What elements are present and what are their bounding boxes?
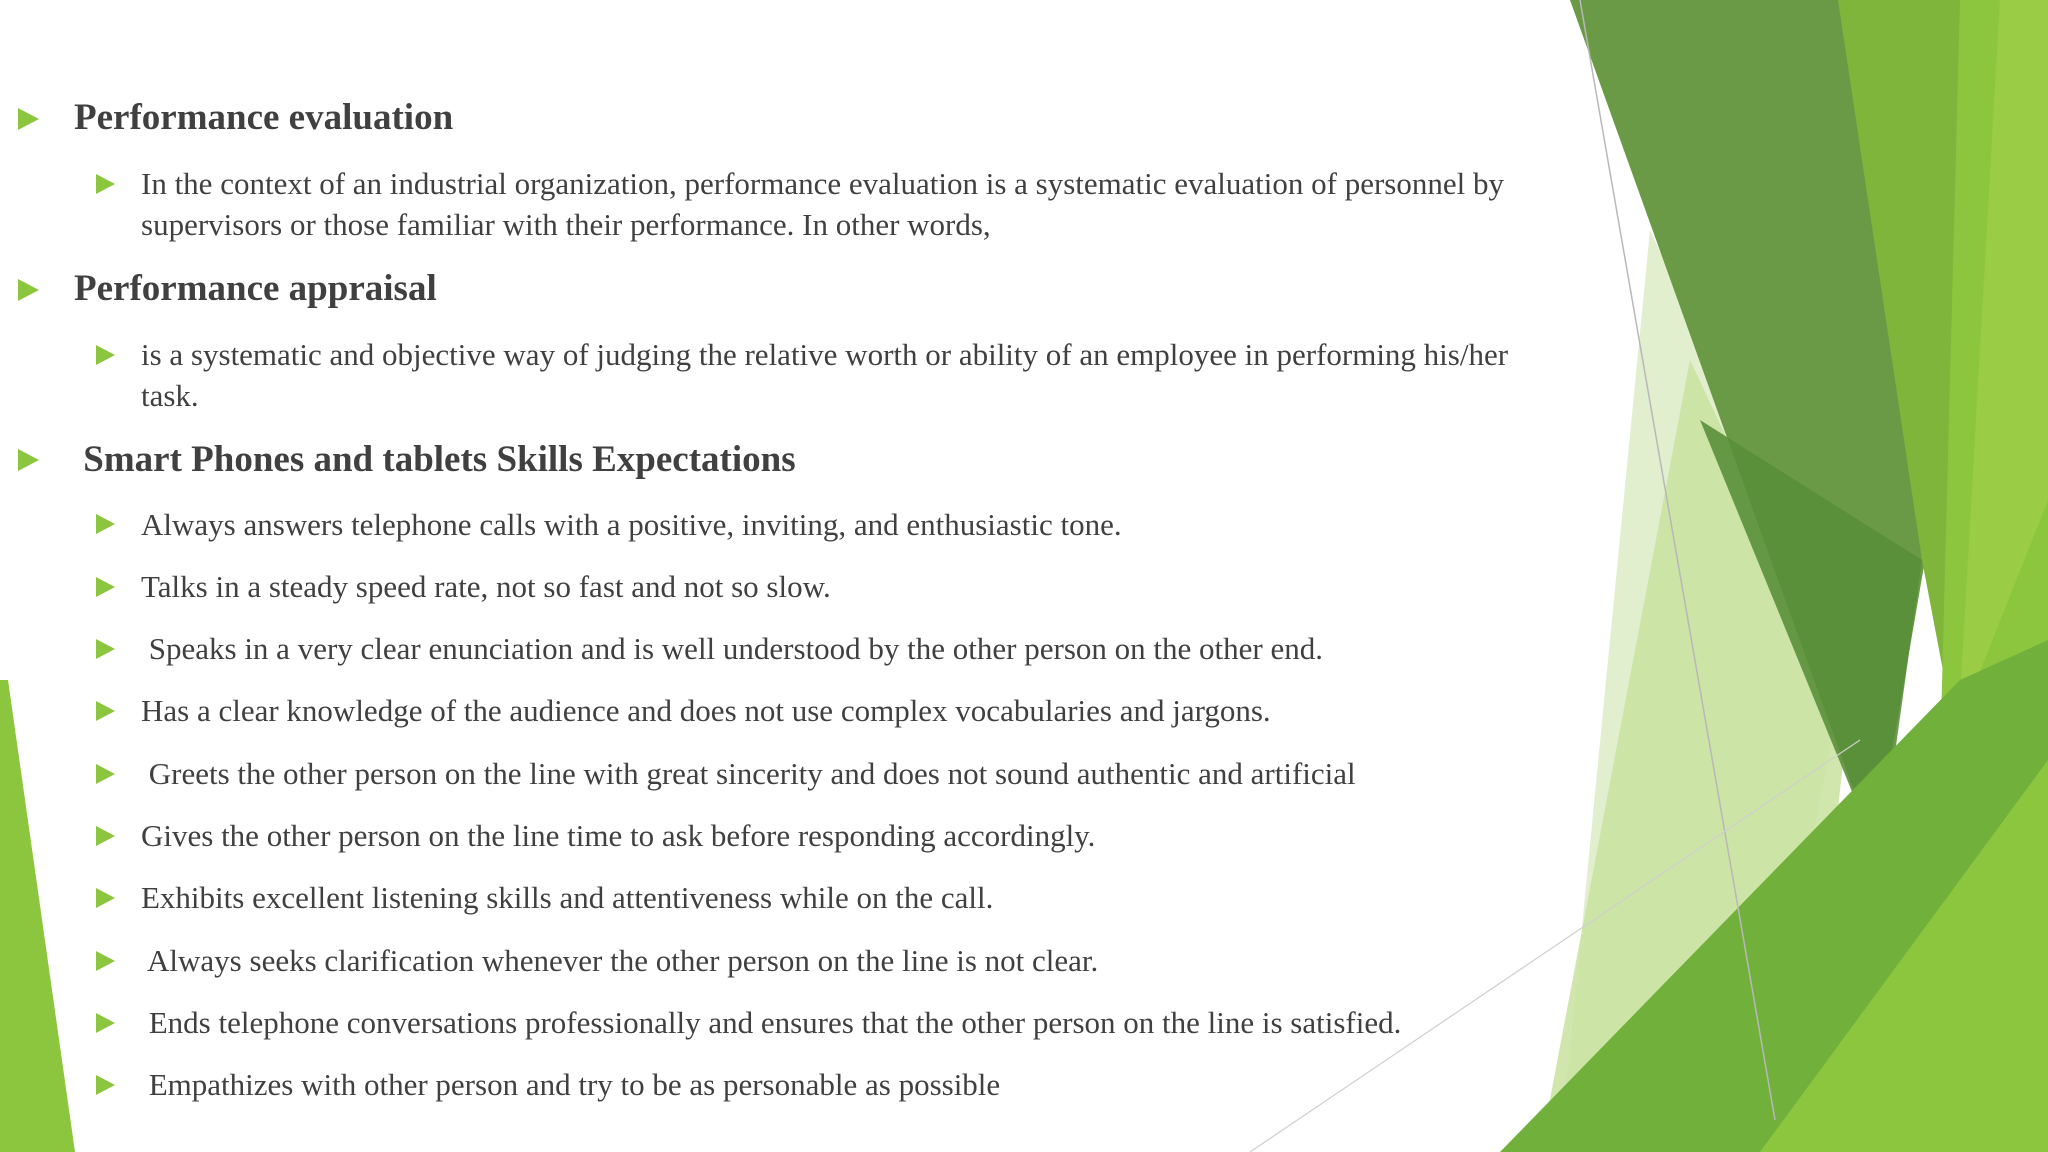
sub-bullet-icon — [96, 888, 115, 908]
appraisal-definition-line-2: task. — [141, 378, 199, 413]
sub-bullet-icon — [96, 174, 115, 194]
sub-bullet-icon — [96, 345, 115, 365]
skill-item: Ends telephone conversations professionally and ensures that the other person on the line is satisfied. — [141, 1005, 1402, 1040]
sub-bullet-icon — [96, 577, 115, 597]
evaluation-definition-line-1: In the context of an industrial organization, performance evaluation is a systematic evaluation of personnel by — [141, 166, 1504, 201]
skill-item: Empathizes with other person and try to be as personable as possible — [141, 1067, 1001, 1102]
bullet-icon — [18, 449, 39, 471]
bullet-icon — [18, 279, 39, 301]
skill-item: Always answers telephone calls with a positive, inviting, and enthusiastic tone. — [141, 507, 1122, 542]
skill-item: Gives the other person on the line time to ask before responding accordingly. — [141, 818, 1096, 853]
appraisal-definition-line-1: is a systematic and objective way of judging the relative worth or ability of an employee in performing his/her — [141, 337, 1509, 372]
sub-bullet-icon — [96, 1013, 115, 1033]
evaluation-definition-line-2: supervisors or those familiar with their performance. In other words, — [141, 207, 991, 242]
sub-bullet-icon — [96, 826, 115, 846]
skill-item: Has a clear knowledge of the audience and does not use complex vocabularies and jargons. — [141, 693, 1271, 728]
skill-item: Always seeks clarification whenever the other person on the line is not clear. — [141, 943, 1099, 978]
skill-item: Exhibits excellent listening skills and attentiveness while on the call. — [141, 880, 994, 915]
sub-bullet-icon — [96, 1075, 115, 1095]
sub-bullet-icon — [96, 701, 115, 721]
heading-performance-appraisal: Performance appraisal — [74, 268, 437, 309]
heading-performance-evaluation: Performance evaluation — [74, 97, 454, 138]
skill-item: Greets the other person on the line with great sincerity and does not sound authentic and artificial — [141, 756, 1356, 791]
bullet-icon — [18, 108, 39, 130]
skill-item: Speaks in a very clear enunciation and is well understood by the other person on the other end. — [141, 631, 1323, 666]
sub-bullet-icon — [96, 639, 115, 659]
sub-bullet-icon — [96, 951, 115, 971]
heading-smart-phones-skills: Smart Phones and tablets Skills Expectations — [74, 439, 796, 480]
sub-bullet-icon — [96, 764, 115, 784]
sub-bullet-icon — [96, 514, 115, 534]
skill-item: Talks in a steady speed rate, not so fast and not so slow. — [141, 569, 831, 604]
